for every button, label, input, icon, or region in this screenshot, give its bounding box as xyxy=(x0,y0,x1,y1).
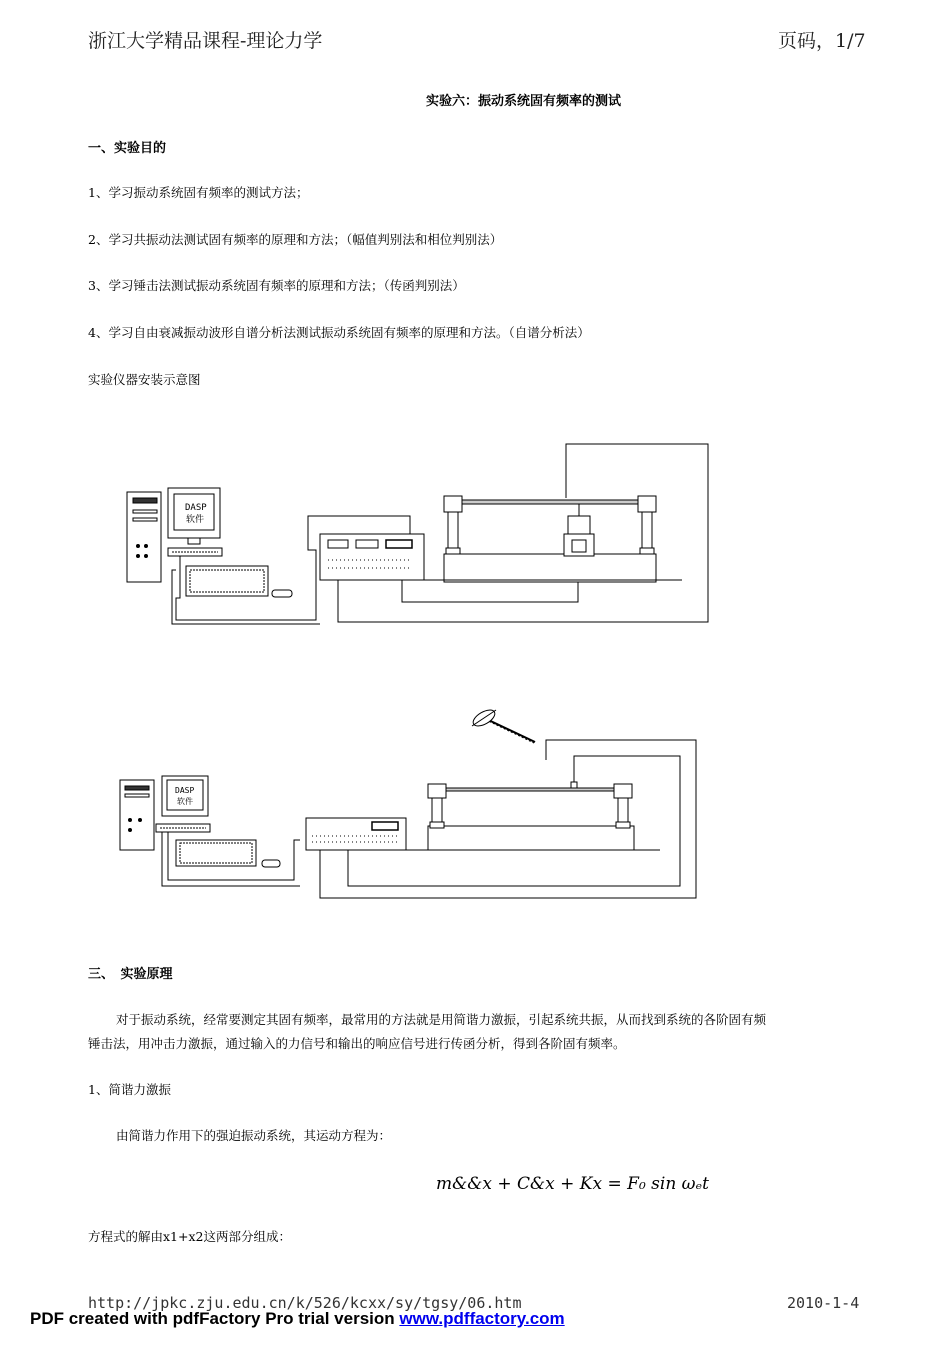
paragraph-text: 方程式的解由x1+x2这两部分组成： xyxy=(88,1229,291,1244)
paragraph-line: 锤击法，用冲击力激振，通过输入的力信号和输出的响应信号进行传函分析，得到各阶固有频率。 xyxy=(88,1036,626,1051)
mouse xyxy=(262,860,280,867)
setup-diagram-resonance xyxy=(0,430,950,640)
pdffactory-link[interactable]: www.pdffactory.com xyxy=(399,1309,565,1328)
diagram-caption: 实验仪器安装示意图 xyxy=(88,372,201,387)
section-heading-principle: 三、 实验原理 xyxy=(88,967,173,982)
setup-diagram-hammer xyxy=(0,700,950,910)
simply-supported-beam xyxy=(446,788,614,791)
signal-amplifier xyxy=(306,818,406,850)
test-bench xyxy=(444,554,656,582)
monitor-label: DASP xyxy=(185,503,207,513)
page-title: 实验六：振动系统固有频率的测试 xyxy=(426,94,622,109)
accelerometer xyxy=(571,782,577,788)
computer-tower xyxy=(127,492,161,582)
test-bench xyxy=(428,826,634,850)
simply-supported-beam xyxy=(462,500,638,504)
monitor-label: DASP xyxy=(175,786,195,795)
header-title: 浙江大学精品课程-理论力学 xyxy=(88,30,323,52)
objective-item: 2、学习共振动法测试固有频率的原理和方法；（幅值判别法和相位判别法） xyxy=(88,232,503,247)
keyboard xyxy=(176,840,256,866)
monitor-label: 软件 xyxy=(186,515,205,525)
section-heading-objectives: 一、实验目的 xyxy=(88,141,167,156)
subsection-heading: 1、简谐力激振 xyxy=(88,1082,171,1097)
mouse xyxy=(272,590,292,597)
monitor-label: 软件 xyxy=(177,797,193,806)
footer-date: 2010-1-4 xyxy=(787,1294,860,1312)
impact-hammer xyxy=(471,707,535,743)
signal-amplifier xyxy=(320,534,424,580)
objective-item: 4、学习自由衰减振动波形自谱分析法测试振动系统固有频率的原理和方法。（自谱分析法） xyxy=(88,325,590,340)
pdf-notice: PDF created with pdfFactory Pro trial version xyxy=(30,1309,395,1328)
vibration-exciter xyxy=(568,516,590,534)
equation-of-motion: m&&x + C&x + Kx = F₀ sin ωₑt xyxy=(436,1174,709,1194)
pdf-watermark xyxy=(30,1309,565,1329)
objective-item: 3、学习锤击法测试振动系统固有频率的原理和方法；（传函判别法） xyxy=(88,278,465,293)
page-number: 页码，1/7 xyxy=(778,30,866,52)
paragraph-line: 对于振动系统，经常要测定其固有频率，最常用的方法就是用简谐力激振，引起系统共振，从而找到系统的各阶固有频 xyxy=(116,1012,767,1027)
paragraph-text: 由简谐力作用下的强迫振动系统，其运动方程为： xyxy=(116,1128,392,1143)
footer-url: http://jpkc.zju.edu.cn/k/526/kcxx/sy/tgsy/06.htm xyxy=(88,1294,522,1312)
objective-item: 1、学习振动系统固有频率的测试方法； xyxy=(88,185,309,200)
